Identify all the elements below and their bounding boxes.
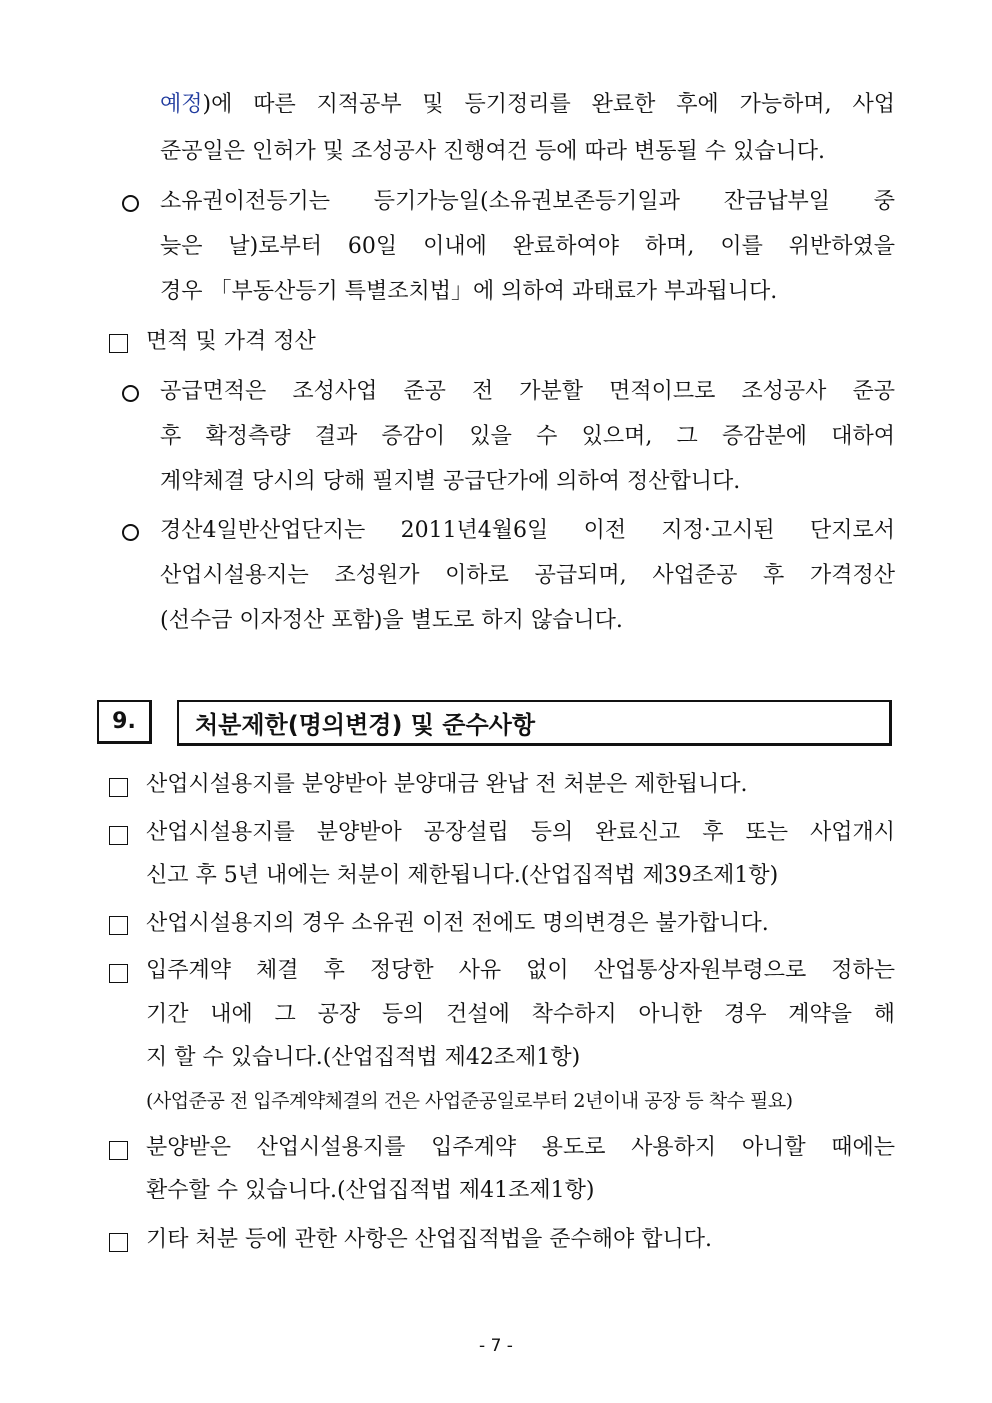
list-item: 분양받은 산업시설용지를 입주계약 용도로 사용하지 아니할 때에는 — [146, 1135, 895, 1160]
list-item-continuation: 환수할 수 있습니다.(산업집적법 제41조제1항) — [146, 1178, 595, 1203]
list-item: 입주계약 체결 후 정당한 사유 없이 산업통상자원부령으로 정하는 — [146, 958, 895, 983]
circle-bullet-icon — [122, 385, 139, 402]
list-item: 산업시설용지를 분양받아 분양대금 완납 전 처분은 제한됩니다. — [146, 772, 748, 797]
list-item-continuation: 기간 내에 그 공장 등의 건설에 착수하지 아니한 경우 계약을 해 — [146, 1002, 895, 1027]
list-item-note: (사업준공 전 입주계약체결의 건은 사업준공일로부터 2년이내 공장 등 착수 필요) — [146, 1090, 793, 1112]
paragraph-line: 경산4일반산업단지는 2011년4월6일 이전 지정·고시된 단지로서 — [160, 518, 895, 543]
list-item-continuation: 지 할 수 있습니다.(산업집적법 제42조제1항) — [146, 1045, 581, 1070]
paragraph-line: 계약체결 당시의 당해 필지별 공급단가에 의하여 정산합니다. — [160, 469, 741, 494]
paragraph-line: 공급면적은 조성사업 준공 전 가분할 면적이므로 조성공사 준공 — [160, 379, 895, 404]
paragraph-line: 예정)에 따른 지적공부 및 등기정리를 완료한 후에 가능하며, 사업 — [160, 92, 895, 117]
list-item: 산업시설용지의 경우 소유권 이전 전에도 명의변경은 불가합니다. — [146, 911, 769, 936]
section-number: 9. — [97, 700, 152, 744]
circle-bullet-icon — [122, 524, 139, 541]
page-number: - 7 - — [479, 1336, 513, 1356]
checkbox-square-icon — [109, 334, 128, 353]
list-item-continuation: 신고 후 5년 내에는 처분이 제한됩니다.(산업집적법 제39조제1항) — [146, 863, 779, 888]
list-item: 산업시설용지를 분양받아 공장설립 등의 완료신고 후 또는 사업개시 — [146, 820, 895, 845]
section-title: 처분제한(명의변경) 및 준수사항 — [177, 700, 892, 746]
checkbox-square-icon — [109, 1141, 128, 1160]
paragraph-line: 소유권이전등기는 등기가능일(소유권보존등기일과 잔금납부일 중 — [160, 189, 895, 214]
paragraph-line: 준공일은 인허가 및 조성공사 진행여건 등에 따라 변동될 수 있습니다. — [160, 139, 825, 164]
checkbox-square-icon — [109, 964, 128, 983]
checkbox-square-icon — [109, 1233, 128, 1252]
paragraph-line: 산업시설용지는 조성원가 이하로 공급되며, 사업준공 후 가격정산 — [160, 563, 895, 588]
list-item: 기타 처분 등에 관한 사항은 산업집적법을 준수해야 합니다. — [146, 1227, 712, 1252]
checkbox-square-icon — [109, 778, 128, 797]
paragraph-line: 경우 「부동산등기 특별조치법」에 의하여 과태료가 부과됩니다. — [160, 279, 778, 304]
checkbox-square-icon — [109, 916, 128, 935]
circle-bullet-icon — [122, 195, 139, 212]
paragraph-line: 후 확정측량 결과 증감이 있을 수 있으며, 그 증감분에 대하여 — [160, 424, 895, 449]
highlighted-text: 예정 — [160, 92, 203, 117]
paragraph-line: 늦은 날)로부터 60일 이내에 완료하여야 하며, 이를 위반하였을 — [160, 234, 895, 259]
subheading: 면적 및 가격 정산 — [146, 329, 316, 354]
paragraph-line: (선수금 이자정산 포함)을 별도로 하지 않습니다. — [160, 608, 623, 633]
checkbox-square-icon — [109, 826, 128, 845]
